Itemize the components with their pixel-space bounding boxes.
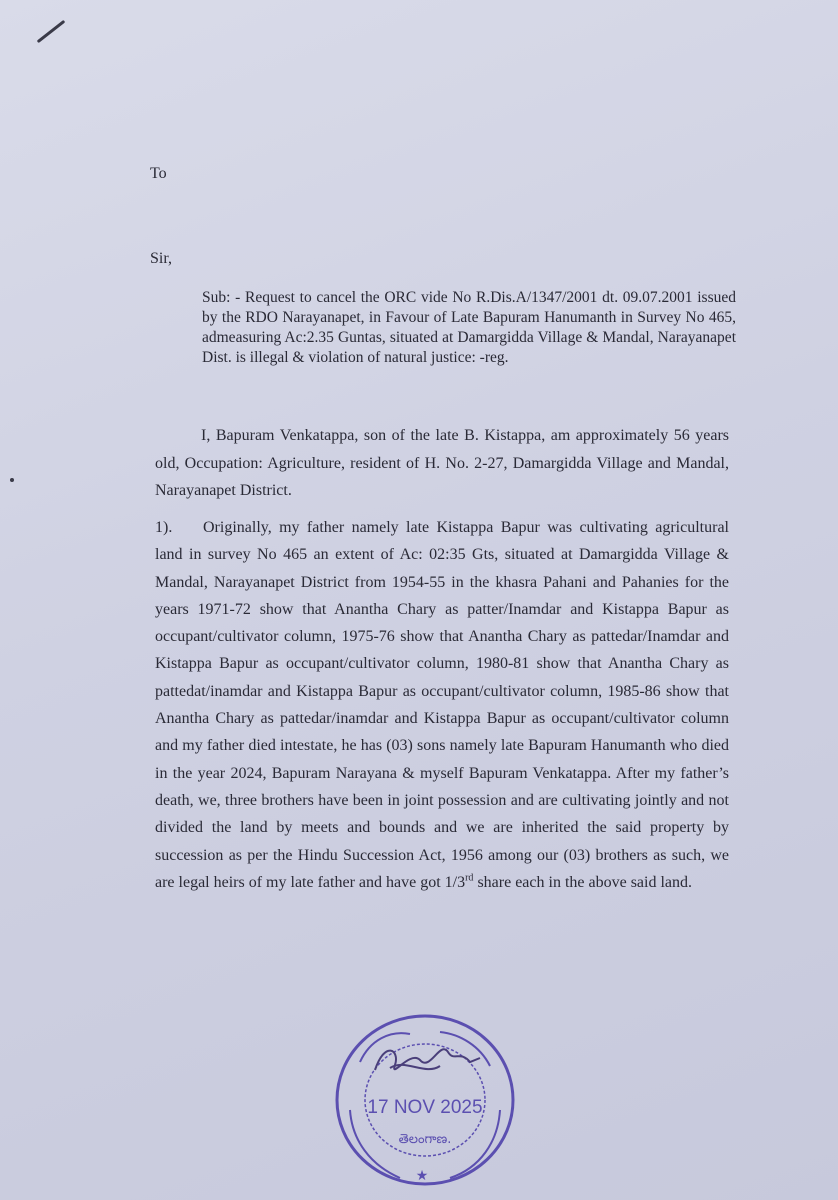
to-label: To — [150, 165, 167, 182]
paragraph-1-tail: share each in the above said land. — [473, 873, 693, 891]
official-stamp — [330, 1010, 520, 1190]
paragraph-1-number: 1). — [155, 519, 173, 536]
pen-mark — [37, 20, 66, 43]
subject-paragraph: Sub: - Request to cancel the ORC vide No R.Dis.A/1347/2001 dt. 09.07.2001 issued by the RDO Narayanapet, in Favour of Late Bapuram Hanumanth in Survey No 465, admeasuring Ac:2.35 Guntas, situated at Damargidda Village & Mandal, Narayanapet Dist. is illegal & violation of natural justice: -reg. — [202, 289, 736, 366]
stamp-date: 17 NOV 2025 — [367, 1097, 483, 1118]
paragraph-1 — [155, 514, 729, 896]
salutation: Sir, — [150, 250, 173, 267]
star-icon: ★ — [415, 1168, 429, 1184]
ordinal-suffix: rd — [465, 872, 474, 884]
ink-speck — [10, 478, 14, 482]
intro-paragraph: I, Bapuram Venkatappa, son of the late B. Kistappa, am approximately 56 years old, Occupation: Agriculture, resident of H. No. 2-27, Damargidda Village and Mandal, Narayanapet District. — [155, 427, 729, 499]
stamp-center-text: తెలంగాణ. — [398, 1132, 452, 1147]
paragraph-1-text: Originally, my father namely late Kistappa Bapur was cultivating agricultural land in survey No 465 an extent of Ac: 02:35 Gts, situated at Damargidda Village & Mandal, Narayanapet District from 1954-55 in the khasra Pahani and Pahanies for the years 1971-72 show that Anantha Chary as patter/Inamdar and Kistappa Bapur as occupant/cultivator column, 1975-76 show that Anantha Chary as pattedar/Inamdar and Kistappa Bapur as occupant/cultivator column, 1980-81 show that Anantha Chary as pattedat/inamdar and Kistappa Bapur as occupant/cultivator column, 1985-86 show that Anantha Chary as pattedar/inamdar and Kistappa Bapur as occupant/cultivator column and my father died intestate, he has (03) sons namely late Bapuram Hanumanth who died in the year 2024, Bapuram Narayana & myself Bapuram Venkatappa. After my father’s death, we, three brothers have been in joint possession and are cultivating jointly and not divided the land by meets and bounds and we are inherited the said property by succession as per the Hindu Succession Act, 1956 among our (03) brothers as such, we are legal heirs of my late father and have got 1/3 — [155, 519, 729, 891]
